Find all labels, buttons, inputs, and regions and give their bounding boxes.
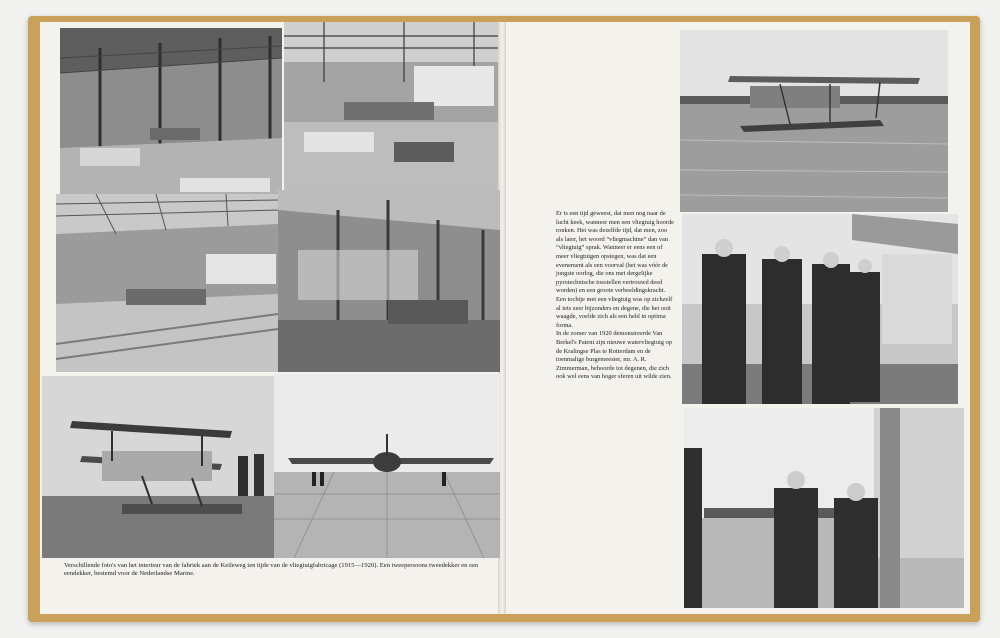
photo-men-on-shore: [684, 408, 964, 608]
paragraph-2: Een tochtje met een vliegtuig was op zichzelf al iets zeer bijzonders en degene, die het ooit waagde, voelde zich als een held in optima forma.: [556, 295, 673, 329]
photo-men-by-plane: [682, 214, 958, 404]
photo-caption: Verschillende foto's van het interieur van de fabriek aan de Keileweg ten tijde van de vliegtuigfabricage (1915—1920). Een tweepersoons tweedekker en een eendekker, bestemd voor de Nederlandse Marine.: [64, 562, 479, 578]
photo-biplane-seaplane: [42, 376, 274, 558]
article-text: [556, 210, 674, 382]
photo-seaplane-on-water: [680, 30, 948, 212]
photo-factory-hall-2: [284, 22, 498, 190]
photo-factory-hall-3: [56, 194, 278, 372]
photo-monoplane-hangar: [274, 374, 500, 558]
photo-factory-hall-1: [60, 28, 282, 194]
paragraph-1: Er is een tijd geweest, dat men nog naar de lucht keek, wanneer men een vliegtuig hoorde ronken. Het was dezelfde tijd, dat men, zoo als later, het woord “vliegmachine” dan van “vliegtuig” sprak. Wanneer er eens een of meer vliegtuigen opstegen, was dat een evenement als een voorval (het was vóór de jongste oorlog, die ons met dergelijke pyrotechnische toestellen vertrouwd deed worden) en een groote verbeeldingskracht.: [556, 210, 675, 295]
photo-factory-hall-4: [278, 190, 500, 372]
paragraph-3: In de zomer van 1920 demonstreerde Van Berkel's Patent zijn nieuwe watervliegtuig op de Kralingse Plas te Rotterdam en de toenmalige burgemeester, mr. A. R. Zimmerman, behoorde tot degenen, die zich ook wel eens van hoger sferen uit wilde zien.: [556, 330, 672, 381]
